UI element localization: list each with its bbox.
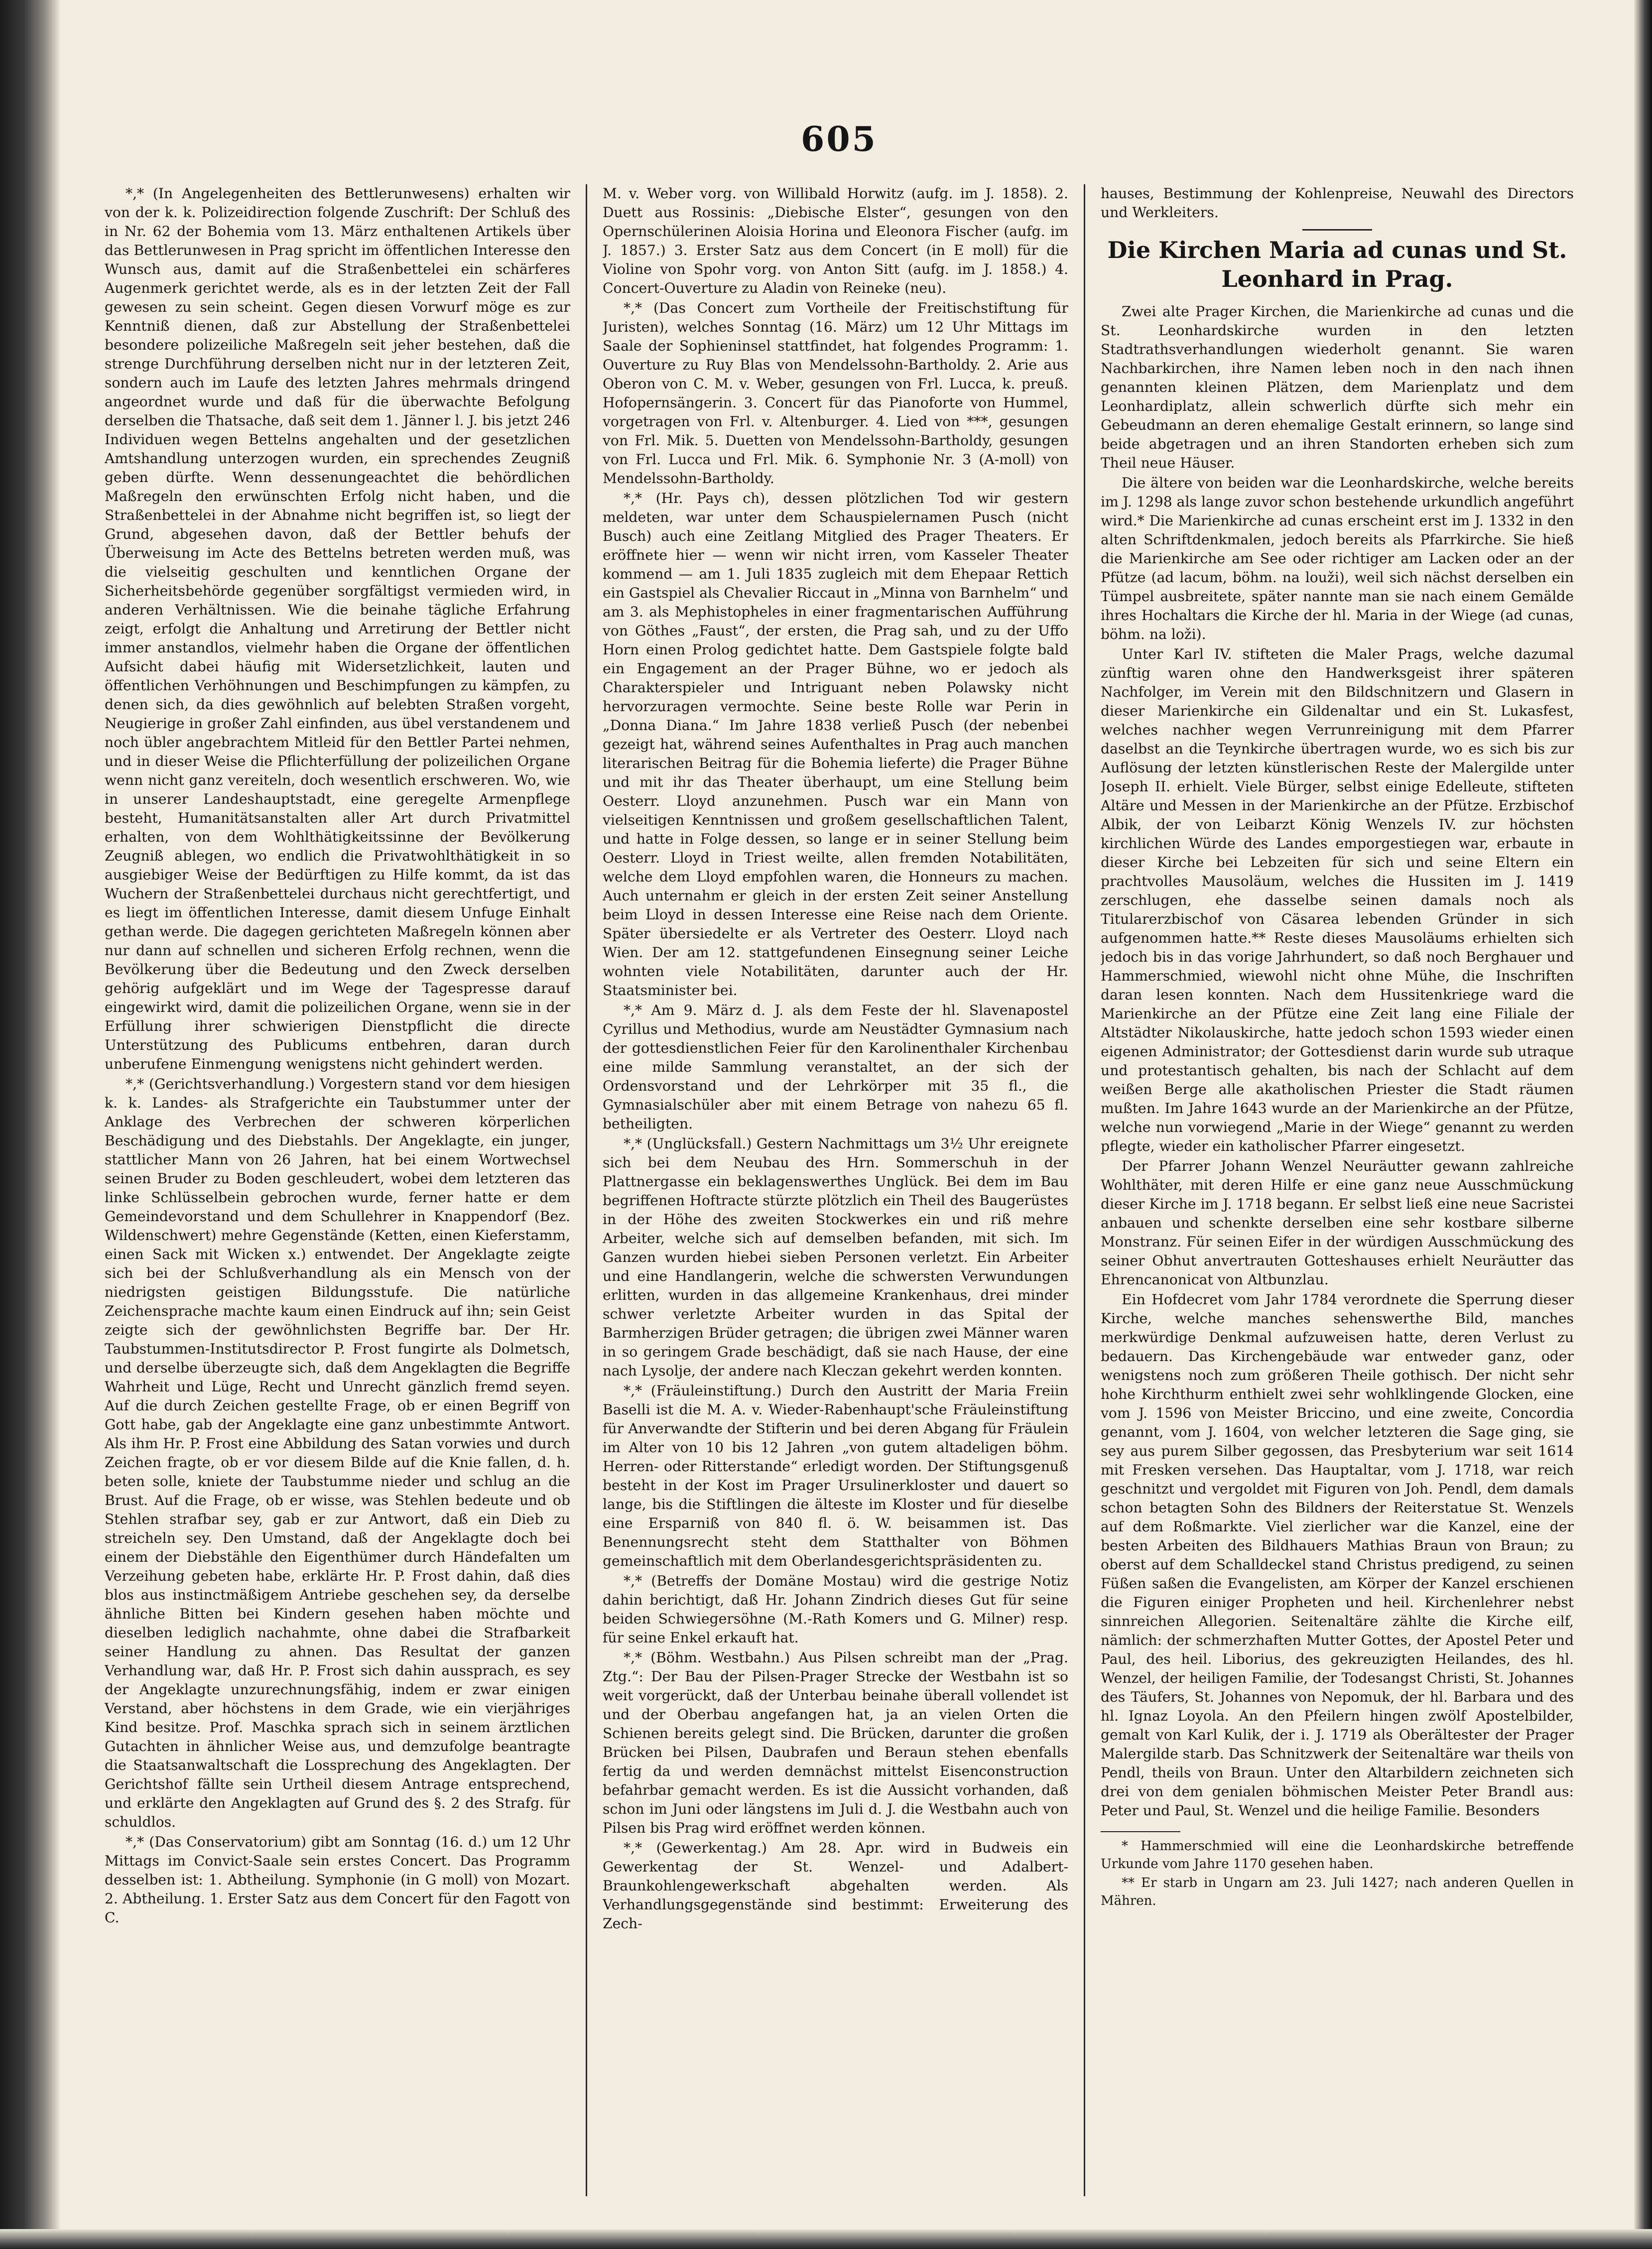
article-gewerkentag: *,* (Gewerkentag.) Am 28. Apr. wird in Budweis ein Gewerkentag der St. Wenzel- und Adalbert-Braunkohlengewerkschaft abgehalten werden. Als Verhandlungsgegenstände sind bestimmt: Erweiterung des Zech-: [603, 1840, 1068, 1932]
kirchen-paragraph: Zwei alte Prager Kirchen, die Marienkirche ad cunas und die St. Leonhardskirche wurden in den letzten Stadtrathsverhandlungen wiederholt genannt. Sie waren Nachbarkirchen, ihre Namen leben noch in den nach ihnen genannten kleinen Plätzen, dem Marienplatz und dem Leonhardiplatz, allein schwerlich dürfte sich mehr ein Gebeudmann an deren ehemalige Gestalt erinnern, so lange sind beide abgetragen und an ihren Standorten erheben sich zum Theil neue Häuser.: [1101, 303, 1574, 471]
article-ungluecksfall: *,* (Unglücksfall.) Gestern Nachmittags um 3½ Uhr ereignete sich bei dem Neubau des Hrn. Sommerschuh in der Plattnergasse ein beklagenswerthes Unglück. Bei dem im Bau begriffenen Hoftracte stürzte plötzlich ein Theil des Baugerüstes in der Höhe des zweiten Stockwerkes ein und riß mehre Arbeiter, welche sich auf demselben befanden, mit sich. Im Ganzen wurden hiebei sieben Personen verletzt. Ein Arbeiter und eine Handlangerin, welche die schwersten Verwundungen erlitten, wurden in das allgemeine Krankenhaus, drei minder schwer verletzte Arbeiter wurden in das Spital der Barmherzigen Brüder getragen; die übrigen zwei Männer waren in so geringem Grade beschädigt, daß sie nach Hause, der eine nach Lysolje, der andere nach Kleczan gekehrt werden konnten.: [603, 1135, 1068, 1379]
kirchen-paragraph: Ein Hofdecret vom Jahr 1784 verordnete die Sperrung dieser Kirche, welche manches sehenswerthe Bild, manches merkwürdige Denkmal aufzuweisen hatte, deren Verlust zu bedauern. Das Kirchengebäude war entweder ganz, oder wenigstens noch zum größeren Theile gothisch. Der nicht sehr hohe Kirchthurm enthielt zwei sehr wohlklingende Glocken, eine vom J. 1596 von Meister Briccino, und eine zweite, Concordia genannt, vom J. 1604, von welcher letzteren die Sage ging, sie sey aus purem Silber gegossen, das Presbyterium war seit 1614 mit Fresken versehen. Das Hauptaltar, vom J. 1718, war reich geschnitzt und vergoldet mit Figuren von Joh. Pendl, dem damals schon betagten Sohn des Bildners der Reiterstatue St. Wenzels auf dem Roßmarkte. Viel zierlicher war die Kanzel, eine der besten Arbeiten des Bildhauers Mathias Braun von Braun; zu oberst auf dem Schalldeckel stand Christus predigend, zu seinen Füßen saßen die Evangelisten, am Körper der Kanzel erschienen die Figuren einiger Propheten und heil. Kirchenlehrer nebst sinnreichen Allegorien. Seitenaltäre zählte die Kirche eilf, nämlich: der schmerzhaften Mutter Gottes, der Apostel Peter und Paul, des heil. Liborius, des gekreuzigten Heilandes, des hl. Wenzel, der heiligen Familie, der Todesangst Christi, St. Johannes des Täufers, St. Johannes von Nepomuk, der hl. Barbara und des hl. Ignaz Loyola. An den Pfeilern hingen zwölf Apostelbilder, gemalt von Karl Kulik, der i. J. 1719 als Oberältester der Prager Malergilde starb. Das Schnitzwerk der Seitenaltäre war theils von Pendl, theils von Braun. Unter den Altarbildern zeichneten sich drei von dem genialen böhmischen Meister Peter Brandl aus: Peter und Paul, St. Wenzel und die heilige Familie. Besonders: [1101, 1291, 1574, 1819]
article-gewerkentag-cont: hauses, Bestimmung der Kohlenpreise, Neuwahl des Directors und Werkleiters.: [1101, 185, 1574, 221]
scan-left-edge: [0, 0, 60, 2249]
article-conservatorium-cont: M. v. Weber vorg. von Willibald Horwitz (aufg. im J. 1858). 2. Duett aus Rossinis: „Diebische Elster“, gesungen von den Opernschülerinen Aloisia Horina und Eleonora Fischer (aufg. im J. 1857.) 3. Erster Satz aus dem Concert (in E moll) für die Violine von Spohr vorg. von Anton Sitt (aufg. im J. 1858.) 4. Concert-Ouverture zu Aladin von Reineke (neu).: [603, 185, 1068, 296]
kirchen-paragraph: Die ältere von beiden war die Leonhardskirche, welche bereits im J. 1298 als lange zuvor schon bestehende urkundlich angeführt wird.* Die Marienkirche ad cunas erscheint erst im J. 1332 in den alten Schriftdenkmalen, jedoch bereits als Pfarrkirche. Sie hieß die Marienkirche am See oder richtiger am Lacken oder an der Pfütze (ad lacum, böhm. na louži), weil sich nächst derselben ein Tümpel ausbreitete, später nannte man sie nach einem Gemälde ihres Hochaltars die Kirche der hl. Maria in der Wiege (ad cunas, böhm. na loži).: [1101, 475, 1574, 642]
footnote: * Hammerschmied will eine die Leonhardskirche betreffende Urkunde vom Jahre 1170 gesehen haben.: [1101, 1839, 1574, 1872]
scan-right-edge: [1634, 0, 1652, 2249]
article-westbahn: *,* (Böhm. Westbahn.) Aus Pilsen schreibt man der „Prag. Ztg.“: Der Bau der Pilsen-Prager Strecke der Westbahn ist so weit vorgerückt, daß der Unterbau beinahe überall vollendet ist und der Oberbau angefangen hat, ja an vielen Orten die Schienen bereits gelegt sind. Die Brücken, darunter die großen Brücken bei Pilsen, Daubrafen und Beraun stehen ebenfalls fertig da und werden demnächst mittelst Eisenconstruction befahrbar gemacht werden. Es ist die Aussicht vorhanden, daß schon im Juni oder längstens im Juli d. J. die Westbahn auch von Pilsen bis Prag wird eröffnet werden können.: [603, 1649, 1068, 1836]
text-columns: [105, 184, 1574, 2196]
footnote-divider: [1101, 1831, 1180, 1832]
footnotes: [1101, 1837, 1574, 1910]
article-gerichtsverhandlung: *,* (Gerichtsverhandlung.) Vorgestern stand vor dem hiesigen k. k. Landes- als Strafgerichte ein Taubstummer unter der Anklage des Verbrechen der schweren körperlichen Beschädigung und des Diebstahls. Der Angeklagte, ein junger, stattlicher Mann von 26 Jahren, hat bei einem Wortwechsel seinen Bruder zu Boden geschleudert, wobei dem letzteren das linke Schlüsselbein gebrochen wurde, ferner hatte er dem Gemeindevorstand und dem Schullehrer in Knappendorf (Bez. Wildenschwert) mehre Gegenstände (Ketten, einen Kieferstamm, einen Sack mit Wicken x.) entwendet. Der Angeklagte zeigte sich bei der Schlußverhandlung als ein Mensch von der niedrigsten geistigen Bildungsstufe. Die natürliche Zeichensprache machte kaum einen Eindruck auf ihn; sein Geist zeigte sich der gewöhnlichsten Begriffe bar. Der Hr. Taubstummen-Institutsdirector P. Frost fungirte als Dolmetsch, und derselbe überzeugte sich, daß dem Angeklagten die Begriffe Wahrheit und Lüge, Recht und Unrecht gänzlich fremd seyen. Auf die durch Zeichen gestellte Frage, ob er einen Begriff von Gott habe, gab der Angeklagte eine ganz unbestimmte Antwort. Als ihm Hr. P. Frost eine Abbildung des Satan vorwies und durch Zeichen fragte, ob er vor diesem Bilde auf die Knie fallen, d. h. beten solle, kniete der Taubstumme nieder und schlug an die Brust. Auf die Frage, ob er wisse, was Stehlen bedeute und ob Stehlen strafbar sey, gab er zur Antwort, daß ein Dieb zu streicheln sey. Den Umstand, daß der Angeklagte doch bei einem der Diebstähle den Eigenthümer durch Händefalten um Verzeihung gebeten habe, erklärte Hr. P. Frost dahin, daß dies blos aus instinctmäßigem Antriebe geschehen sey, da derselbe ähnliche Bitten bei Kindern gesehen haben möchte und dieselben lediglich nachahmte, ohne dabei die Strafbarkeit seiner Handlung zu ahnen. Das Resultat der ganzen Verhandlung war, daß Hr. P. Frost sich dahin aussprach, es sey der Angeklagte unzurechnungsfähig, indem er zwar einigen Verstand, aber höchstens in dem Grade, wie ein vierjähriges Kind besitze. Prof. Maschka sprach sich in seinem ärztlichen Gutachten in ähnlicher Weise aus, und demzufolge beantragte die Staatsanwaltschaft die Lossprechung des Angeklagten. Der Gerichtshof fällte sein Urtheil diesem Antrage entsprechend, und erklärte den Angeklagten auf Grund des §. 2 des Strafg. für schuldlos.: [105, 1076, 570, 1830]
article-slavenapostel: *,* Am 9. März d. J. als dem Feste der hl. Slavenapostel Cyrillus und Methodius, wurde am Neustädter Gymnasium nach der gottesdienstlichen Feier für den Karolinenthaler Kirchenbau eine milde Sammlung veranstaltet, an der sich der Ordensvorstand und der Lehrkörper mit 35 fl., die Gymnasialschüler aber mit einem Betrage von nahezu 65 fl. betheiligten.: [603, 1002, 1068, 1132]
column-1: [105, 184, 570, 2196]
article-fraeuleinstiftung: *,* (Fräuleinstiftung.) Durch den Austritt der Maria Freiin Baselli ist die M. A. v. Wieder-Rabenhaupt'sche Fräuleinstiftung für Anverwandte der Stifterin und bei deren Abgang für Fräulein im Alter von 10 bis 12 Jahren „von gutem altadeligen böhm. Herren- oder Ritterstande“ erledigt worden. Der Stiftungsgenuß besteht in der Kost im Prager Ursulinerkloster und dauert so lange, bis die Stiftlingen die älteste im Kloster und für dieselbe eine Ersparniß von 840 fl. ö. W. beisammen ist. Das Benennungsrecht steht dem Statthalter von Böhmen gemeinschaftlich mit dem Oberlandesgerichtspräsidenten zu.: [603, 1382, 1068, 1569]
article-title: Die Kirchen Maria ad cunas und St. Leonhard in Prag.: [1107, 237, 1567, 292]
column-rule: [1084, 184, 1085, 2196]
kirchen-paragraph: Unter Karl IV. stifteten die Maler Prags, welche dazumal zünftig waren ohne den Handwerksgeist ihrer späteren Nachfolger, im Verein mit den Bildschnitzern und Glasern in dieser Marienkirche ein Gildenaltar und ein St. Lukasfest, welches nachher wegen Verrunreinigung mit dem Pfarrer daselbst an die Teynkirche übertragen wurde, wo es sich bis zur Auflösung der letzten künstlerischen Reste der Malergilde unter Joseph II. erhielt. Viele Bürger, selbst einige Edelleute, stifteten Altäre und Messen in der Marienkirche an der Pfütze. Erzbischof Albik, der von Leibarzt König Wenzels IV. zur höchsten kirchlichen Würde des Landes emporgestiegen war, erbaute in dieser Kirche bei Lebzeiten für sich und seine Eltern ein prachtvolles Mausoläum, welches die Hussiten im J. 1419 zerschlugen, ehe dasselbe seinen damals noch als Titularerzbischof von Cäsarea lebenden Gründer in sich aufgenommen hatte.** Reste dieses Mausoläums erhielten sich jedoch bis in das vorige Jahrhundert, so daß noch Berghauer und Hammerschmied, wiewohl nicht ohne Mühe, die Inschriften daran lesen konnten. Nach dem Hussitenkriege ward die Marienkirche an der Pfütze eine Zeit lang eine Filiale der Altstädter Nikolauskirche, hatte jedoch schon 1593 wieder einen eigenen Administrator; der Gottesdienst darin wurde sub utraque und protestantisch gehalten, bis nach der Schlacht auf dem weißen Berge alle akatholischen Priester die Stadt räumen mußten. Im Jahre 1643 wurde an der Marienkirche an der Pfütze, welche nun vorwiegend „Marie in der Wiege“ genannt zu werden pflegte, wieder ein katholischer Pfarrer eingesetzt.: [1101, 646, 1574, 1154]
article-bettlerunwesen: *,* (In Angelegenheiten des Bettlerunwesens) erhalten wir von der k. k. Polizeidirection folgende Zuschrift: Der Schluß des in Nr. 62 der Bohemia vom 13. März enthaltenen Artikels über das Bettlerunwesen in Prag spricht im öffentlichen Interesse den Wunsch aus, damit auf die Straßenbettelei ein schärferes Augenmerk gerichtet werde, als es in der letzten Zeit der Fall gewesen zu sein scheint. Gegen diesen Vorwurf möge es zur Kenntniß dienen, daß zur Abstellung der Straßenbettelei besondere polizeiliche Maßregeln seit jeher bestehen, daß die strenge Durchführung derselben nicht nur in der letzteren Zeit, sondern auch im Laufe des letzten Jahres mehrmals dringend angeordnet wurde und daß für die überwachte Befolgung derselben die Thatsache, daß seit dem 1. Jänner l. J. bis jetzt 246 Individuen wegen Bettelns angehalten und der gesetzlichen Amtshandlung unterzogen wurden, ein sprechendes Zeugniß geben dürfte. Wenn dessenungeachtet die behördlichen Maßregeln den erwünschten Erfolg nicht haben, und die Straßenbettelei in der Abnahme nicht begriffen ist, so liegt der Grund, abgesehen davon, daß der Bettler behufs der Überweisung im Acte des Bettelns betreten werden muß, was die vielseitig geschulten und kenntlichen Organe der Sicherheitsbehörde gegenüber sorgfältigst vermieden wird, in anderen Verhältnissen. Wie die beinahe tägliche Erfahrung zeigt, erfolgt die Anhaltung und Arretirung der Bettler nicht immer anstandlos, vielmehr haben die Organe der öffentlichen Aufsicht dabei häufig mit Widersetzlichkeit, lauten und öffentlichen Verhöhnungen und Beschimpfungen zu kämpfen, zu denen sich, da dies gewöhnlich auf belebten Straßen vorgeht, Neugierige in großer Zahl einfinden, aus übel verstandenem und noch übler angebrachtem Mitleid für den Bettler Partei nehmen, und in dieser Weise die Pflichterfüllung der polizeilichen Organe wenn nicht ganz vereiteln, doch wesentlich erschweren. Wo, wie in unserer Landeshauptstadt, eine geregelte Armenpflege besteht, Humanitätsanstalten aller Art durch Privatmittel erhalten, von dem Wohlthätigkeitssinne der Bevölkerung Zeugniß ablegen, wo endlich die Privatwohlthätigkeit in so ausgiebiger Weise der Bedürftigen zu Hilfe kommt, da ist das Wuchern der Straßenbettelei durchaus nicht gerechtfertigt, und es liegt im öffentlichen Interesse, damit diesem Unfuge Einhalt gethan werde. Die dagegen gerichteten Maßregeln können aber nur dann auf schnellen und sicheren Erfolg rechnen, wenn die Bevölkerung über die Bedeutung und den Zweck derselben gehörig aufgeklärt und im Wege der Tagespresse darauf eingewirkt wird, damit die polizeilichen Organe, wenn sie in der Erfüllung ihrer schwierigen Dienstpflicht die directe Unterstützung des Publicums entbehren, daran durch unberufene Einmengung wenigstens nicht gehindert werden.: [105, 185, 570, 1072]
column-3: [1101, 184, 1574, 2196]
scan-bottom-edge: [0, 2229, 1652, 2249]
column-2: [603, 184, 1068, 2196]
article-conservatorium: *,* (Das Conservatorium) gibt am Sonntag (16. d.) um 12 Uhr Mittags im Convict-Saale sein erstes Concert. Das Programm desselben ist: 1. Abtheilung. Symphonie (in G moll) von Mozart. 2. Abtheilung. 1. Erster Satz aus dem Concert für den Fagott von C.: [105, 1834, 570, 1926]
article-domaene-mostau: *,* (Betreffs der Domäne Mostau) wird die gestrige Notiz dahin berichtigt, daß Hr. Johann Zindrich dieses Gut für seine beiden Schwiegersöhne (M.-Rath Komers und G. Milner) resp. für seine Enkel erkauft hat.: [603, 1573, 1068, 1646]
article-paysch: *,* (Hr. Pays ch), dessen plötzlichen Tod wir gestern meldeten, war unter dem Schauspielernamen Pusch (nicht Busch) auch eine Zeitlang Mitglied des Prager Theaters. Er eröffnete hier — wenn wir nicht irren, vom Kasseler Theater kommend — am 1. Juli 1835 zugleich mit dem Ehepaar Rettich ein Gastspiel als Chevalier Riccaut in „Minna von Barnhelm“ und am 3. als Mephistopheles in einer fragmentarischen Aufführung von Göthes „Faust“, der ersten, die Prag sah, und zu der Uffo Horn einen Prolog gedichtet hatte. Dem Gastspiele folgte bald ein Engagement an der Prager Bühne, wo er jedoch als Charakterspieler und Intriguant neben Polawsky nicht hervorzuragen vermochte. Seine beste Rolle war Perin in „Donna Diana.“ Im Jahre 1838 verließ Pusch (der nebenbei gezeigt hat, während seines Aufenthaltes in Prag auch manchen literarischen Beitrag für die Bohemia lieferte) die Prager Bühne und mit ihr das Theater überhaupt, um eine Stellung beim Oesterr. Lloyd anzunehmen. Pusch war ein Mann von vielseitigen Kenntnissen und großem gesellschaftlichen Talent, und hatte in Folge dessen, so lange er in seiner Stellung beim Oesterr. Lloyd in Triest weilte, allen fremden Notabilitäten, welche dem Lloyd empfohlen waren, die Honneurs zu machen. Auch unternahm er gleich in der ersten Zeit seiner Anstellung beim Lloyd in dessen Interesse eine Reise nach dem Oriente. Später übersiedelte er als Vertreter des Oesterr. Lloyd nach Wien. Der am 12. stattgefundenen Einsegnung seiner Leiche wohnten viele Notabilitäten, darunter auch der Hr. Staatsminister bei.: [603, 490, 1068, 999]
footnote: ** Er starb in Ungarn am 23. Juli 1427; nach anderen Quellen in Mähren.: [1101, 1875, 1574, 1908]
kirchen-paragraph: Der Pfarrer Johann Wenzel Neuräutter gewann zahlreiche Wohlthäter, mit deren Hilfe er eine ganz neue Ausschmückung dieser Kirche im J. 1718 begann. Er selbst ließ eine neue Sacristei anbauen und schenkte derselben eine sehr kostbare silberne Monstranz. Für seinen Eifer in der würdigen Ausschmückung des seiner Obhut anvertrauten Gotteshauses erhielt Neuräutter das Ehrencanonicat von Altbunzlau.: [1101, 1158, 1574, 1288]
newspaper-page: [105, 120, 1574, 2196]
section-divider: [1302, 229, 1372, 231]
column-rule: [586, 184, 587, 2196]
page-number: 605: [801, 120, 878, 159]
article-freitischstiftung: *,* (Das Concert zum Vortheile der Freitischstiftung für Juristen), welches Sonntag (16. März) um 12 Uhr Mittags im Saale der Sophieninsel stattfindet, hat folgendes Programm: 1. Ouverture zu Ruy Blas von Mendelssohn-Bartholdy. 2. Arie aus Oberon von C. M. v. Weber, gesungen von Frl. Lucca, k. preuß. Hofopernsängerin. 3. Concert für das Pianoforte von Hummel, vorgetragen von Frl. v. Altenburger. 4. Lied von ***, gesungen von Frl. Mik. 5. Duetten von Mendelssohn-Bartholdy, gesungen von Frl. Lucca und Frl. Mik. 6. Symphonie Nr. 3 (A-moll) von Mendelssohn-Bartholdy.: [603, 300, 1068, 487]
